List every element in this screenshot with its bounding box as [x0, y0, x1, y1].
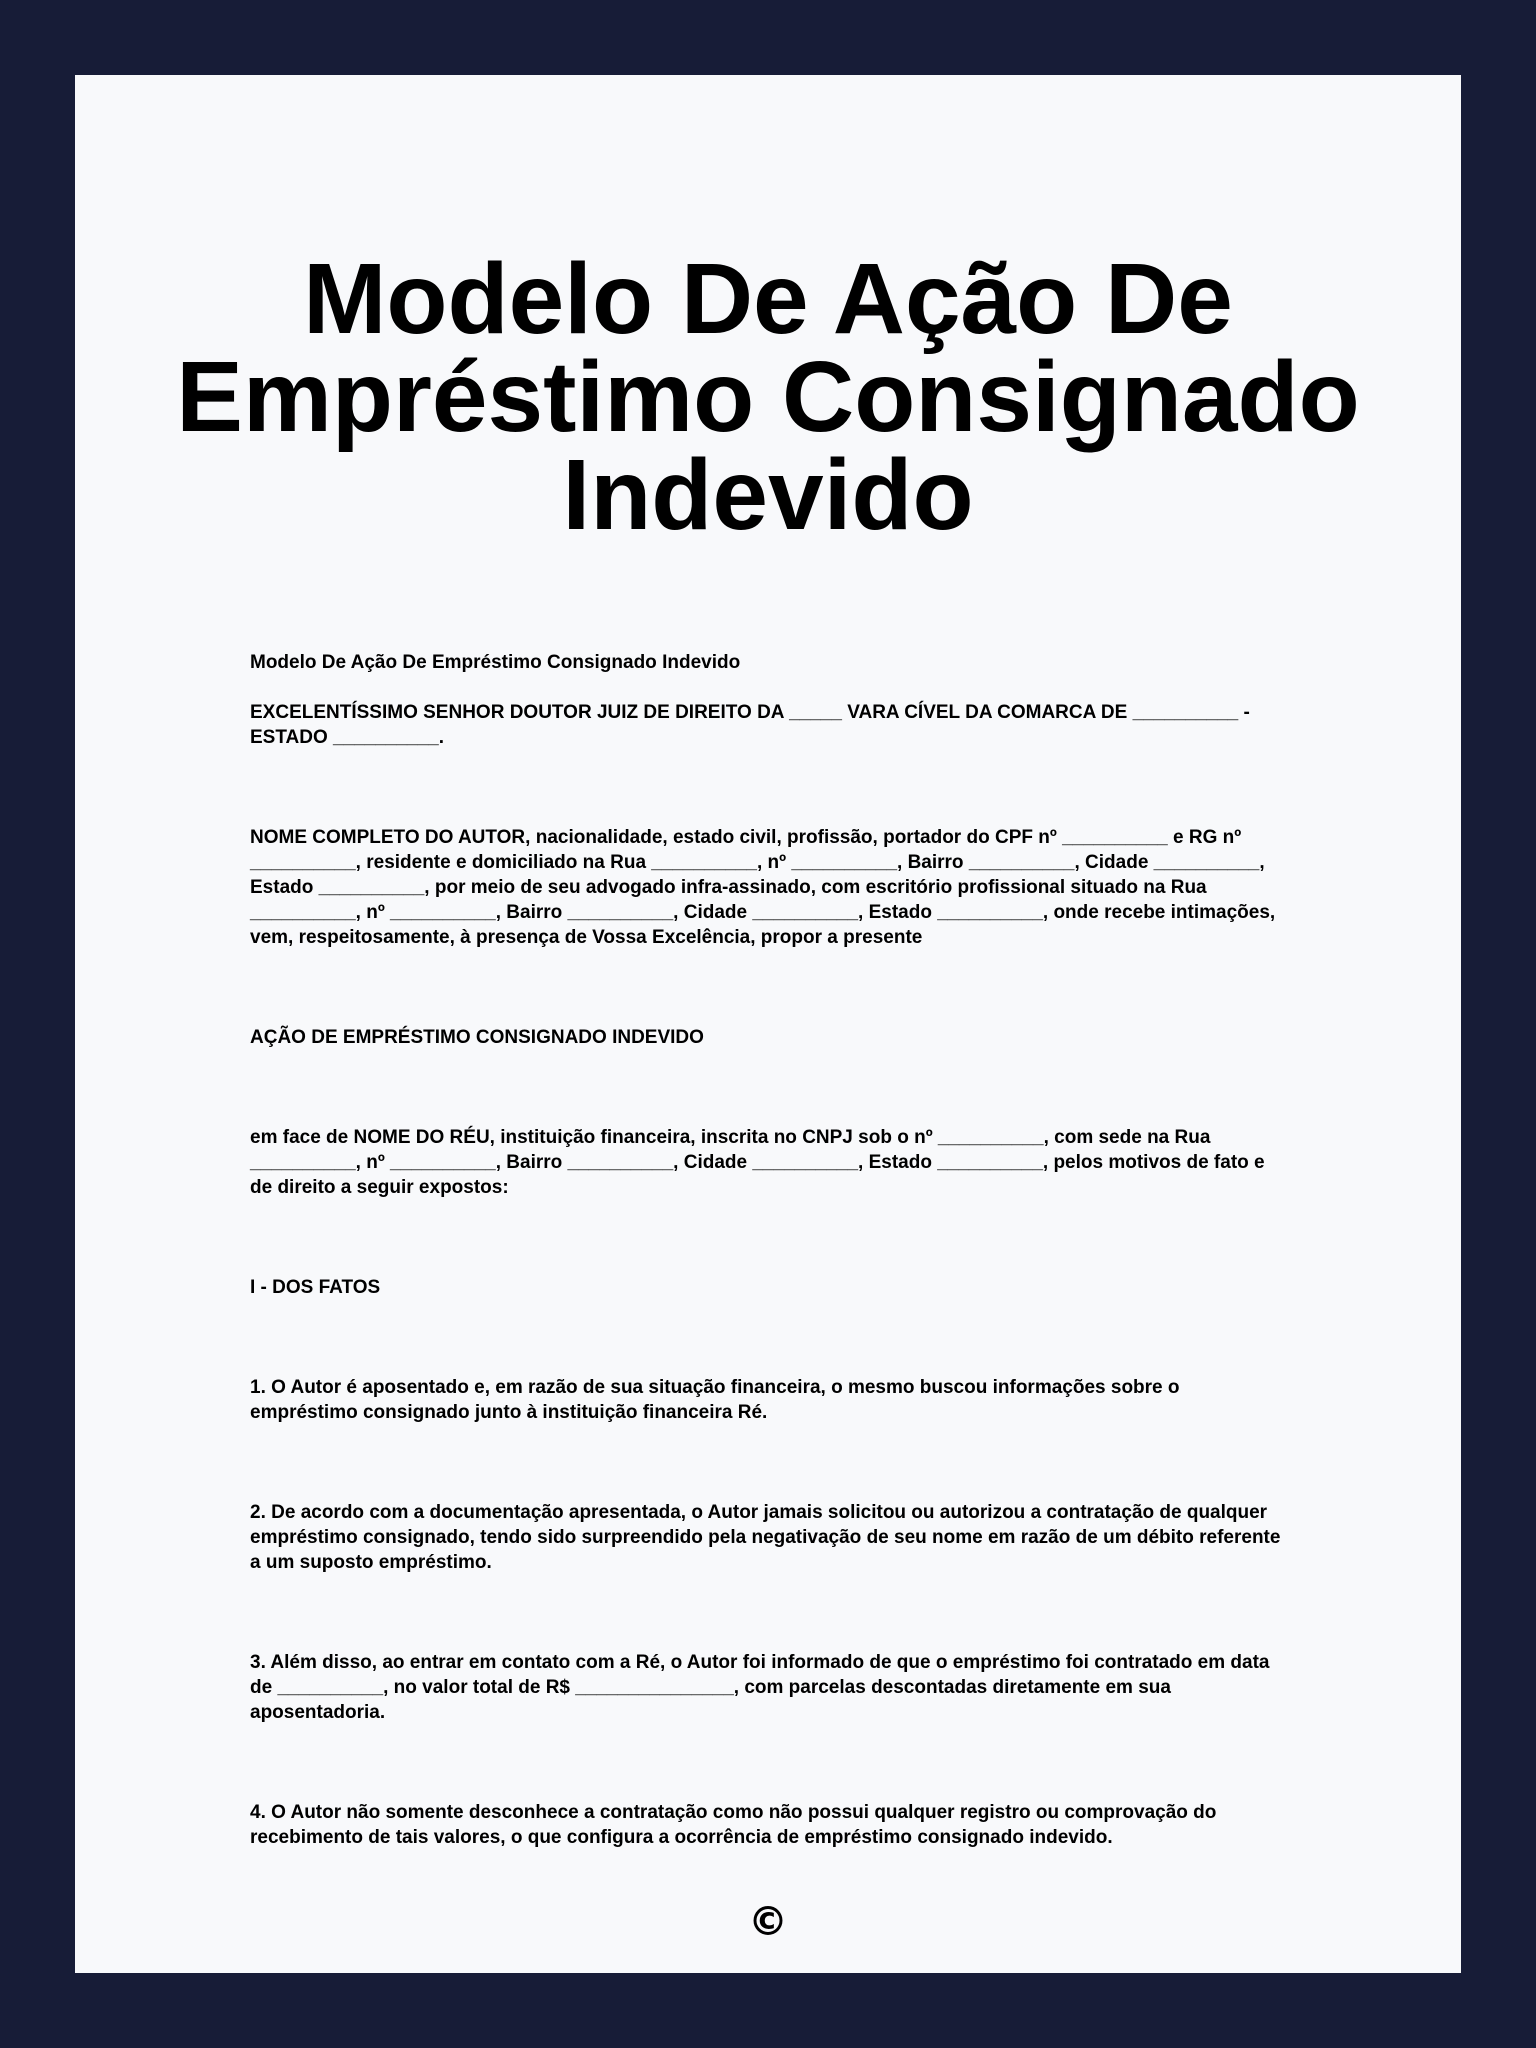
document-page [75, 75, 1461, 1973]
defendant-paragraph: em face de NOME DO RÉU, instituição financeira, inscrita no CNPJ sob o nº __________, com sede na Rua __________, nº __________, Bairro __________, Cidade __________, Estado __________, pelos motivos de fato e de direito a seguir expostos: [250, 1127, 1270, 1198]
document-body [250, 650, 1290, 1850]
copyright-icon: © [748, 1899, 788, 1945]
document-title: Modelo De Ação De Empréstimo Consignado Indevido [176, 243, 1360, 551]
action-title: AÇÃO DE EMPRÉSTIMO CONSIGNADO INDEVIDO [250, 1027, 704, 1048]
fact-item-1: 1. O Autor é aposentado e, em razão de sua situação financeira, o mesmo buscou informações sobre o empréstimo consignado junto à instituição financeira Ré. [250, 1377, 1185, 1423]
fact-item-2: 2. De acordo com a documentação apresentada, o Autor jamais solicitou ou autorizou a contratação de qualquer empréstimo consignado, tendo sido surpreendido pela negativação de seu nome em razão de um débito referente a um suposto empréstimo. [250, 1502, 1286, 1573]
section-heading: I - DOS FATOS [250, 1277, 381, 1298]
document-subtitle: Modelo De Ação De Empréstimo Consignado Indevido [250, 652, 741, 673]
plaintiff-paragraph: NOME COMPLETO DO AUTOR, nacionalidade, estado civil, profissão, portador do CPF nº __________ e RG nº __________, residente e domiciliado na Rua __________, nº __________, Bairro __________, Cidade __________, Estado __________, por meio de seu advogado infra-assinado, com escritório profissional situado na Rua __________, nº __________, Bairro __________, Cidade __________, Estado __________, onde recebe intimações, vem, respeitosamente, à presença de Vossa Excelência, propor a presente [250, 827, 1281, 948]
fact-item-3: 3. Além disso, ao entrar em contato com a Ré, o Autor foi informado de que o empréstimo foi contratado em data de __________, no valor total de R$ _______________, com parcelas descontadas diretamente em sua aposentadoria. [250, 1652, 1275, 1723]
address-line: EXCELENTÍSSIMO SENHOR DOUTOR JUIZ DE DIREITO DA _____ VARA CÍVEL DA COMARCA DE __________ - ESTADO __________. [250, 702, 1256, 748]
fact-item-4: 4. O Autor não somente desconhece a contratação como não possui qualquer registro ou comprovação do recebimento de tais valores, o que configura a ocorrência de empréstimo consignado indevido. [250, 1802, 1222, 1848]
